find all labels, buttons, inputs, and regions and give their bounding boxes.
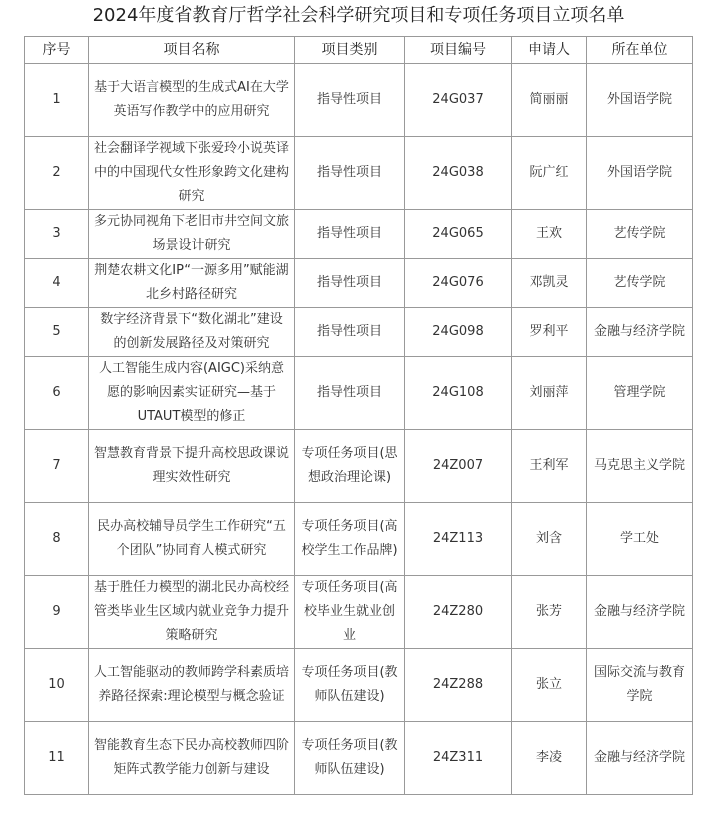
cell-category: 专项任务项目(思想政治理论课) [295, 430, 405, 503]
cell-code: 24Z007 [405, 430, 512, 503]
cell-code: 24Z113 [405, 503, 512, 576]
cell-applicant: 阮广红 [512, 137, 587, 210]
header-applicant: 申请人 [512, 37, 587, 64]
cell-unit: 艺传学院 [587, 210, 693, 259]
cell-category: 指导性项目 [295, 357, 405, 430]
cell-name: 基于大语言模型的生成式AI在大学英语写作教学中的应用研究 [89, 64, 295, 137]
cell-category: 指导性项目 [295, 259, 405, 308]
cell-applicant: 张芳 [512, 576, 587, 649]
cell-code: 24Z280 [405, 576, 512, 649]
cell-no: 10 [25, 649, 89, 722]
cell-no: 5 [25, 308, 89, 357]
table-row [25, 576, 693, 649]
cell-unit: 学工处 [587, 503, 693, 576]
cell-applicant: 邓凯灵 [512, 259, 587, 308]
cell-unit: 外国语学院 [587, 137, 693, 210]
cell-name: 社会翻译学视域下张爱玲小说英译中的中国现代女性形象跨文化建构研究 [89, 137, 295, 210]
cell-no: 1 [25, 64, 89, 137]
cell-code: 24G108 [405, 357, 512, 430]
cell-unit: 金融与经济学院 [587, 576, 693, 649]
table-row [25, 64, 693, 137]
cell-no: 8 [25, 503, 89, 576]
cell-code: 24G098 [405, 308, 512, 357]
cell-unit: 外国语学院 [587, 64, 693, 137]
cell-no: 6 [25, 357, 89, 430]
table-row [25, 210, 693, 259]
cell-applicant: 李凌 [512, 722, 587, 795]
cell-applicant: 张立 [512, 649, 587, 722]
cell-no: 9 [25, 576, 89, 649]
cell-unit: 金融与经济学院 [587, 308, 693, 357]
cell-name: 多元协同视角下老旧市井空间文旅场景设计研究 [89, 210, 295, 259]
cell-category: 专项任务项目(教师队伍建设) [295, 649, 405, 722]
cell-unit: 管理学院 [587, 357, 693, 430]
cell-applicant: 罗利平 [512, 308, 587, 357]
cell-no: 4 [25, 259, 89, 308]
table-row [25, 722, 693, 795]
cell-no: 3 [25, 210, 89, 259]
cell-code: 24G065 [405, 210, 512, 259]
table-row [25, 503, 693, 576]
cell-name: 荆楚农耕文化IP“一源多用”赋能湖北乡村路径研究 [89, 259, 295, 308]
table-row [25, 259, 693, 308]
cell-category: 专项任务项目(教师队伍建设) [295, 722, 405, 795]
table-row [25, 308, 693, 357]
table-header-row [25, 37, 693, 64]
cell-name: 人工智能驱动的教师跨学科素质培养路径探索:理论模型与概念验证 [89, 649, 295, 722]
cell-category: 指导性项目 [295, 64, 405, 137]
header-category: 项目类别 [295, 37, 405, 64]
header-unit: 所在单位 [587, 37, 693, 64]
cell-unit: 国际交流与教育学院 [587, 649, 693, 722]
cell-unit: 金融与经济学院 [587, 722, 693, 795]
table-row [25, 649, 693, 722]
cell-code: 24Z288 [405, 649, 512, 722]
page-title: 2024年度省教育厅哲学社会科学研究项目和专项任务项目立项名单 [92, 5, 625, 26]
cell-applicant: 王欢 [512, 210, 587, 259]
header-no: 序号 [25, 37, 89, 64]
table-row [25, 137, 693, 210]
cell-name: 人工智能生成内容(AIGC)采纳意愿的影响因素实证研究—基于UTAUT模型的修正 [89, 357, 295, 430]
cell-applicant: 刘含 [512, 503, 587, 576]
cell-code: 24Z311 [405, 722, 512, 795]
cell-code: 24G038 [405, 137, 512, 210]
table-row [25, 357, 693, 430]
cell-no: 11 [25, 722, 89, 795]
cell-name: 基于胜任力模型的湖北民办高校经管类毕业生区域内就业竞争力提升策略研究 [89, 576, 295, 649]
cell-category: 指导性项目 [295, 308, 405, 357]
cell-code: 24G076 [405, 259, 512, 308]
cell-category: 指导性项目 [295, 137, 405, 210]
table-row [25, 430, 693, 503]
cell-category: 专项任务项目(高校毕业生就业创业 [295, 576, 405, 649]
header-name: 项目名称 [89, 37, 295, 64]
header-code: 项目编号 [405, 37, 512, 64]
cell-applicant: 王利军 [512, 430, 587, 503]
cell-applicant: 刘丽萍 [512, 357, 587, 430]
cell-unit: 艺传学院 [587, 259, 693, 308]
cell-no: 7 [25, 430, 89, 503]
cell-category: 指导性项目 [295, 210, 405, 259]
cell-name: 智能教育生态下民办高校教师四阶矩阵式教学能力创新与建设 [89, 722, 295, 795]
cell-name: 数字经济背景下“数化湖北”建设的创新发展路径及对策研究 [89, 308, 295, 357]
cell-no: 2 [25, 137, 89, 210]
cell-unit: 马克思主义学院 [587, 430, 693, 503]
cell-category: 专项任务项目(高校学生工作品牌) [295, 503, 405, 576]
cell-applicant: 简丽丽 [512, 64, 587, 137]
cell-code: 24G037 [405, 64, 512, 137]
cell-name: 民办高校辅导员学生工作研究“五个团队”协同育人模式研究 [89, 503, 295, 576]
project-list-table [24, 36, 693, 795]
cell-name: 智慧教育背景下提升高校思政课说理实效性研究 [89, 430, 295, 503]
